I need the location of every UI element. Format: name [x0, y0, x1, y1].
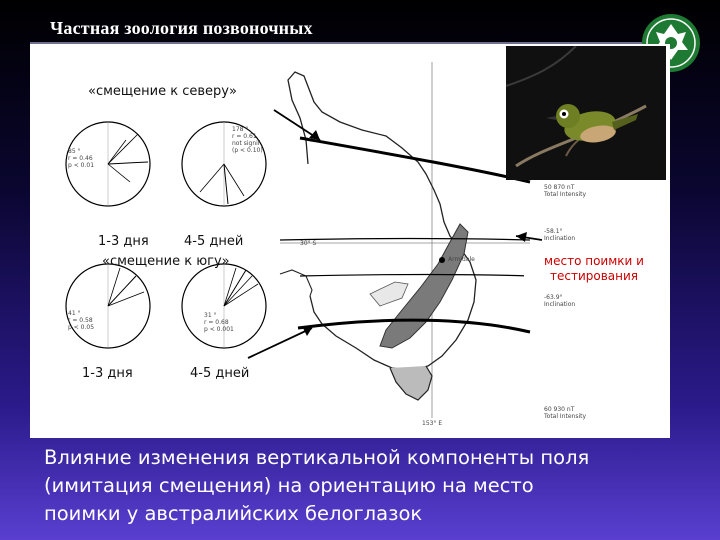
longitude-label: 153° E: [422, 420, 443, 427]
top-intensity-note: 50 870 nT Total Intensity: [544, 184, 587, 198]
capture-site-dot: [439, 257, 445, 263]
arrow-south-shift: [248, 328, 312, 358]
circle-stats-2: 178 ° r = 0.61 not signif (p < 0.10): [232, 126, 263, 154]
latitude-label: 30° S: [300, 240, 317, 247]
silvereye-bird-photo: [506, 46, 666, 180]
circle-stats-1: 85 ° r = 0.46 p < 0.01: [68, 148, 95, 169]
day-label-4: 4-5 дней: [190, 366, 250, 381]
day-label-2: 4-5 дней: [184, 234, 244, 249]
slide-title: Частная зоология позвоночных: [50, 18, 313, 38]
slide-caption: Влияние изменения вертикальной компоненты поля (имитация смещения) на ориентацию на место поимки у австралийских белоглазок: [44, 446, 590, 525]
day-label-1: 1-3 дня: [98, 234, 149, 249]
tasmania: [390, 366, 432, 400]
inclination-note-2: -63.9° Inclination: [544, 294, 576, 308]
north-shift-label: «смещение к северу»: [88, 84, 237, 99]
orientation-circle-4: [182, 264, 266, 348]
isoline-north: [300, 138, 530, 182]
gulf-coastline: [280, 270, 312, 296]
inland-shape: [370, 282, 408, 306]
day-label-3: 1-3 дня: [82, 366, 133, 381]
arrow-capture-site-head: [516, 232, 527, 242]
isoline-mid-2: [300, 275, 530, 277]
inclination-note-1: -58.1° Inclination: [544, 228, 576, 242]
south-shift-label: «смещение к югу»: [102, 254, 230, 269]
bottom-intensity-note: 60 930 nT Total Intensity: [544, 406, 587, 420]
circle-stats-3: 41 ° r = 0.58 p < 0.05: [68, 310, 95, 331]
place-label: Armidale: [448, 256, 475, 263]
orientation-circle-3: [66, 264, 150, 348]
isoline-mid-1: [280, 239, 530, 241]
capture-site-label: место поимки и тестирования: [524, 254, 664, 284]
circle-stats-4: 31 ° r = 0.68 p < 0.001: [204, 312, 234, 333]
